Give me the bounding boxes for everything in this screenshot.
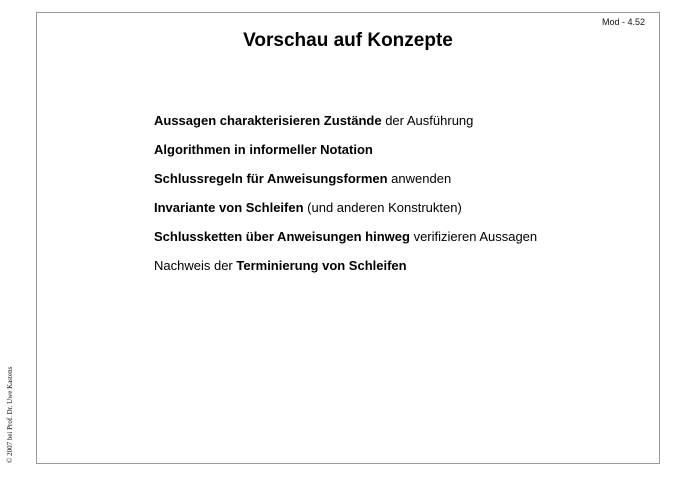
concept-item-bold-text: Schlussregeln für Anweisungsformen: [154, 171, 388, 186]
concept-item-bold-text: Terminierung von Schleifen: [236, 258, 407, 273]
concept-item-text: (und anderen Konstrukten): [303, 200, 462, 215]
slide-frame: [36, 12, 660, 464]
concept-item-bold-text: Algorithmen in informeller Notation: [154, 142, 373, 157]
concept-item-text: Nachweis der: [154, 258, 237, 273]
slide-title: Vorschau auf Konzepte: [243, 30, 453, 51]
concept-item-inference-rules: [154, 171, 537, 187]
copyright-notice: © 2007 bei Prof. Dr. Uwe Kastens: [6, 366, 14, 463]
concept-item-text: verifizieren Aussagen: [409, 229, 538, 244]
concept-item-text: anwenden: [387, 171, 452, 186]
concept-item-algorithms: [154, 142, 537, 158]
concept-item-loop-invariants: [154, 200, 537, 216]
concept-item-assertions: [154, 113, 537, 129]
slide-number: Mod - 4.52: [601, 17, 645, 27]
concept-item-bold-text: Schlussketten über Anweisungen hinweg: [154, 229, 410, 244]
concept-item-bold-text: Invariante von Schleifen: [154, 200, 304, 215]
concept-item-proof-chains: [154, 229, 537, 245]
concept-list: [154, 113, 537, 287]
concept-item-termination: [154, 258, 537, 274]
concept-item-bold-text: Aussagen charakterisieren Zustände: [154, 113, 382, 128]
concept-item-text: der Ausführung: [381, 113, 474, 128]
